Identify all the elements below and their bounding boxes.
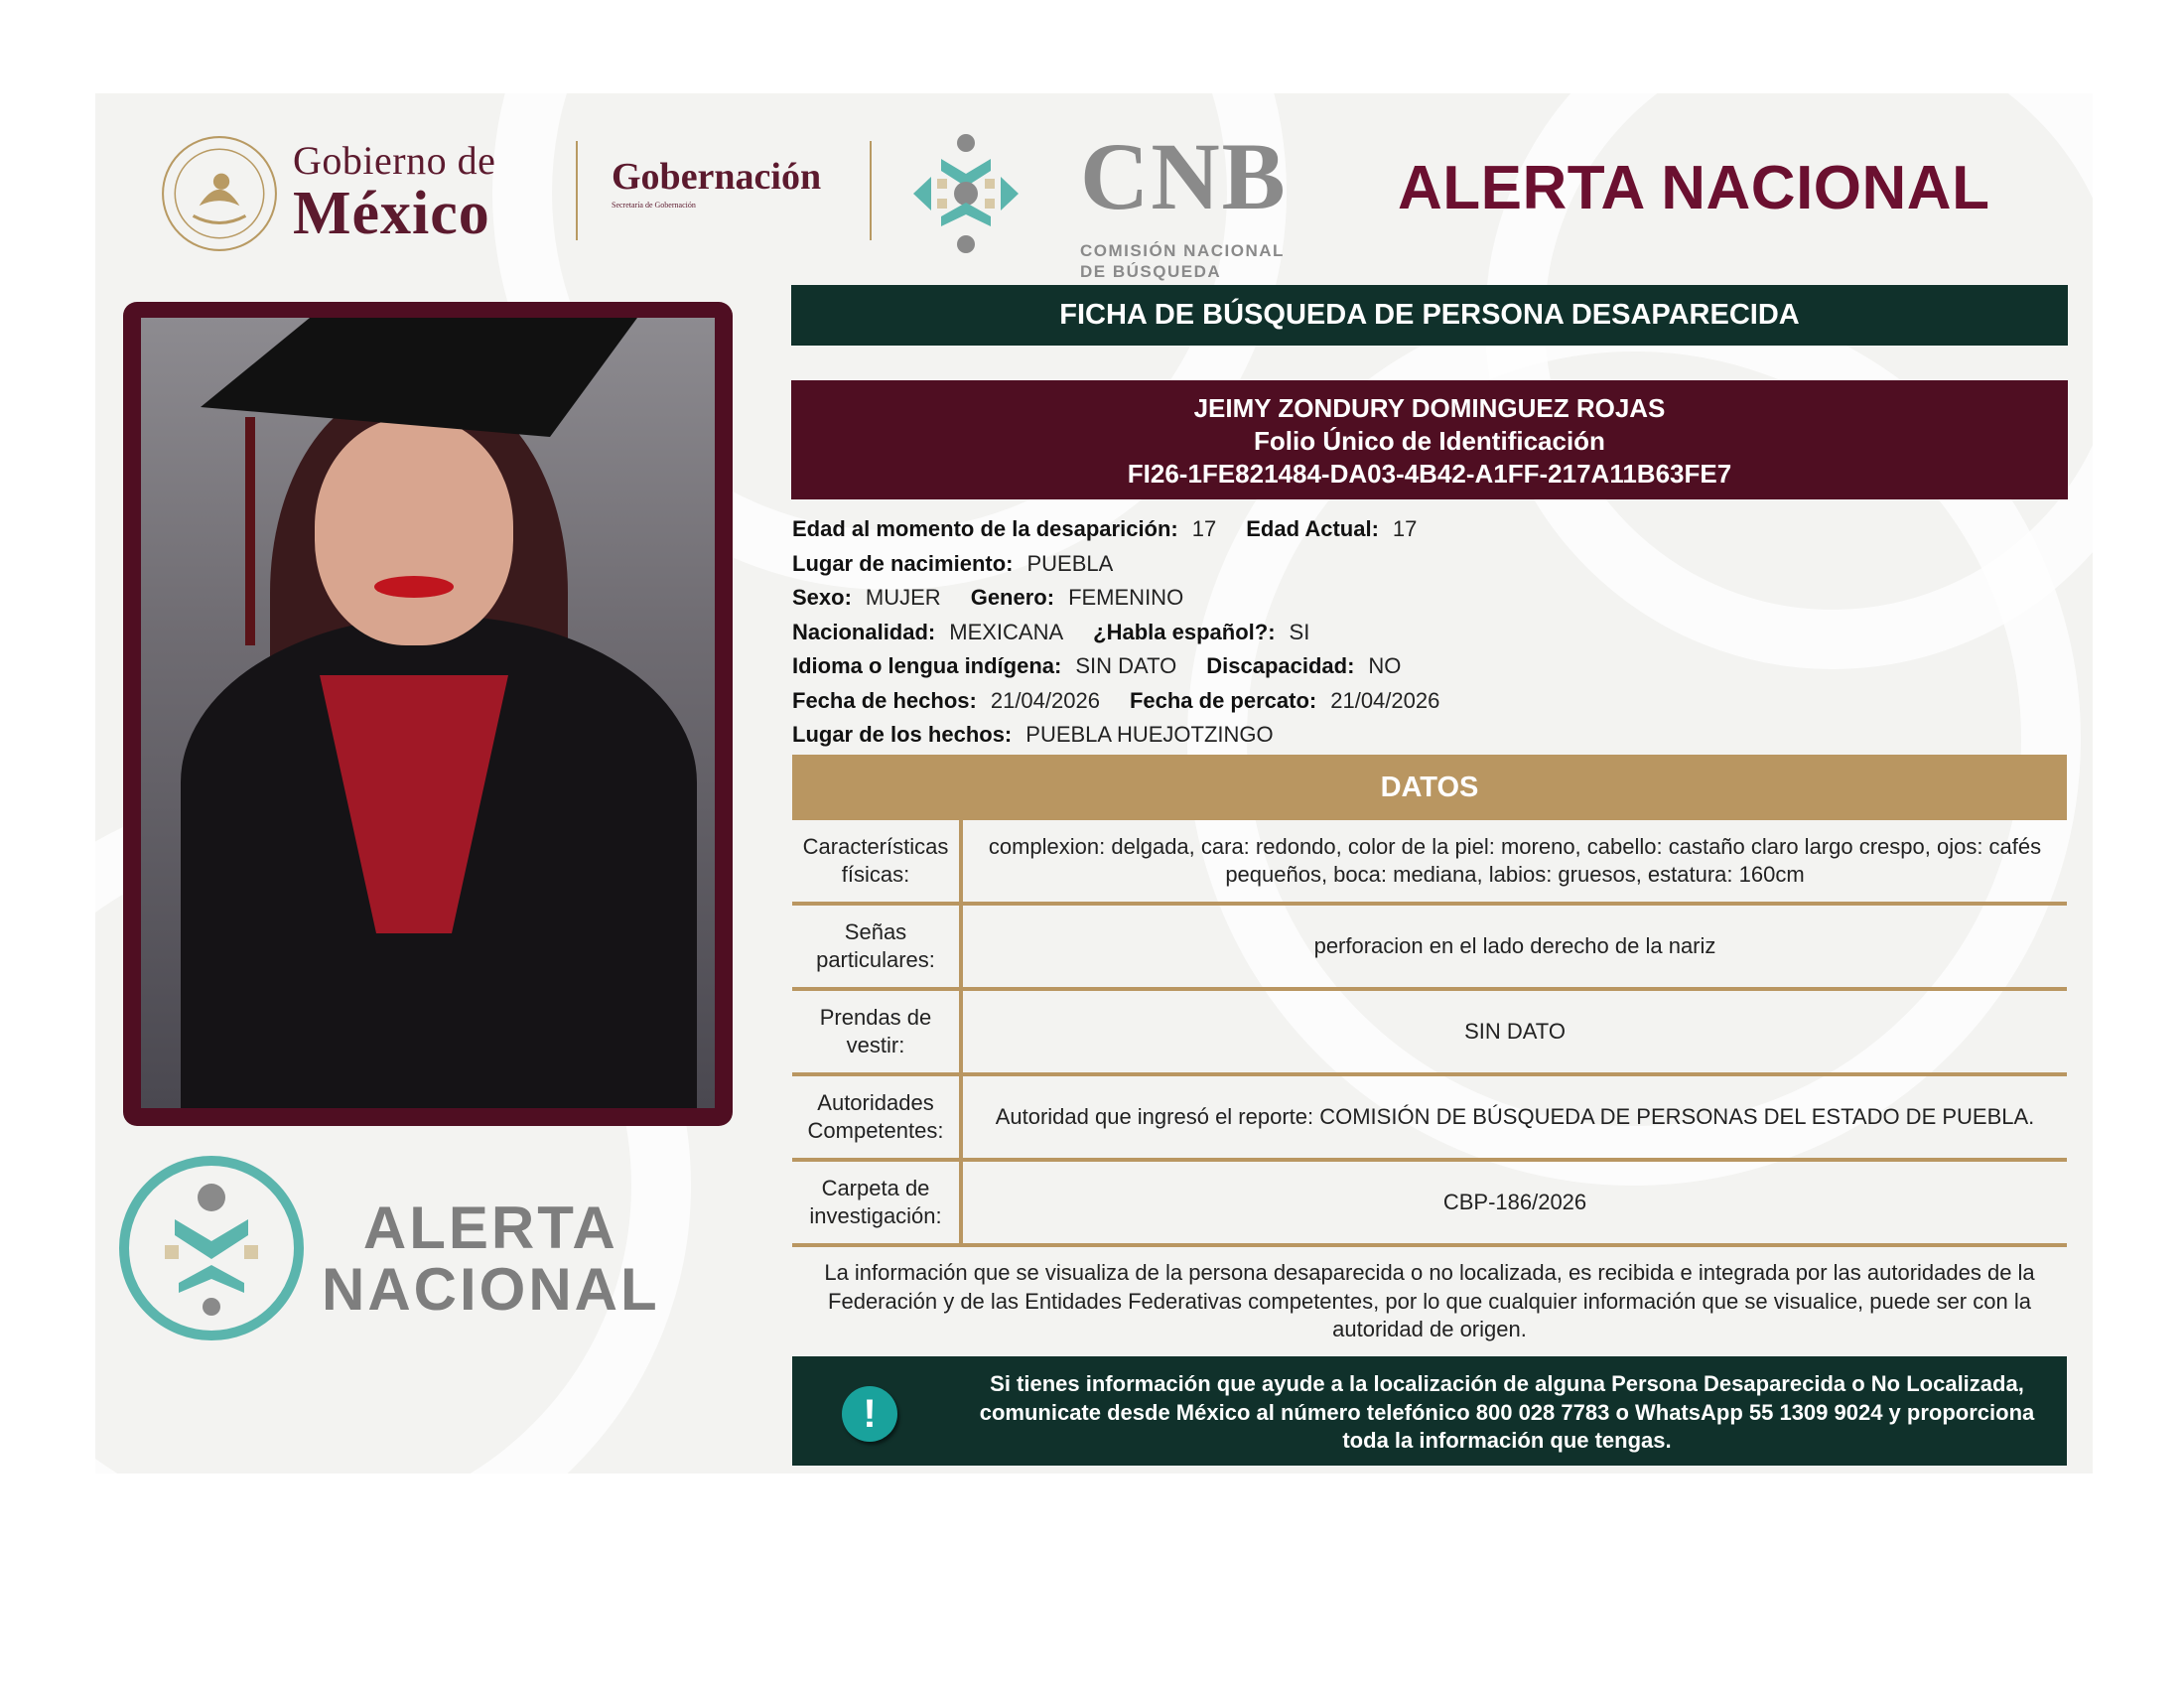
- fecha-hechos-value: 21/04/2026: [990, 687, 1100, 713]
- row-value: SIN DATO: [1464, 1019, 1566, 1044]
- info-row: [792, 547, 1469, 582]
- habla-value: SI: [1289, 619, 1310, 644]
- cnb-emblem-icon: [901, 129, 1030, 258]
- table-row: [792, 1162, 2067, 1247]
- person-name-box: [791, 380, 2068, 499]
- row-label: Autoridades Competentes:: [792, 1076, 963, 1158]
- photo-tassel: [245, 417, 255, 645]
- idioma-value: SIN DATO: [1075, 653, 1177, 678]
- idioma-label: Idioma o lengua indígena:: [792, 653, 1062, 678]
- folio-value: FI26-1FE821484-DA03-4B42-A1FF-217A11B63FE7: [1127, 459, 1732, 489]
- datos-title: DATOS: [1380, 771, 1479, 803]
- ficha-title: FICHA DE BÚSQUEDA DE PERSONA DESAPARECIDA: [1059, 299, 1800, 331]
- header: [159, 123, 2025, 281]
- fecha-percato-value: 21/04/2026: [1330, 687, 1440, 713]
- gobernacion-title: Gobernación: [612, 156, 822, 198]
- habla-label: ¿Habla español?:: [1093, 619, 1276, 644]
- table-row: [792, 991, 2067, 1076]
- photo-cap: [201, 318, 637, 437]
- contact-text: Si tienes información que ayude a la localización de alguna Persona Desaparecida o No Localizada, comunicate desde México al número telefónico 800 028 7783 o WhatsApp 55 1309 9024 y proporciona toda la información que tengas.: [979, 1371, 2035, 1453]
- info-row: [792, 616, 1469, 650]
- table-row: [792, 820, 2067, 906]
- fecha-hechos-label: Fecha de hechos:: [792, 687, 977, 713]
- info-row: [792, 512, 1469, 547]
- alerta-logo-line2: NACIONAL: [322, 1256, 660, 1323]
- row-label: Características físicas:: [792, 820, 963, 902]
- row-label: Señas particulares:: [792, 906, 963, 987]
- gobernacion-logo: [612, 155, 821, 210]
- nacionalidad-value: MEXICANA: [949, 619, 1064, 644]
- alerta-logo-line1: ALERTA: [362, 1195, 618, 1261]
- row-value: Autoridad que ingresó el reporte: COMISIÓN DE BÚSQUEDA DE PERSONAS DEL ESTADO DE PUEBLA.: [995, 1104, 2035, 1129]
- disclaimer-text: La información que se visualiza de la persona desaparecida o no localizada, es recibida e integrada por las autoridades de la Federación y de las Entidades Federativas competentes, por lo que cualquier información que se visualice, puede ser con la autoridad de origen.: [824, 1260, 2035, 1341]
- sexo-label: Sexo:: [792, 585, 852, 610]
- row-label: Carpeta de investigación:: [792, 1162, 963, 1243]
- row-value: complexion: delgada, cara: redondo, color de la piel: moreno, cabello: castaño claro largo crespo, ojos: cafés pequeños, boca: mediana, labios: gruesos, estatura: 160cm: [988, 834, 2042, 887]
- person-info: [792, 512, 1469, 753]
- info-row: [792, 684, 1469, 719]
- header-divider: [870, 141, 872, 240]
- lugar-nacimiento-label: Lugar de nacimiento:: [792, 550, 1014, 576]
- cnb-title: CNB: [1080, 123, 1288, 229]
- gobierno-line2: México: [293, 180, 490, 247]
- row-value: perforacion en el lado derecho de la nariz: [1313, 933, 1716, 958]
- nacionalidad-label: Nacionalidad:: [792, 619, 936, 644]
- info-row: [792, 649, 1469, 684]
- photo-face: [315, 417, 513, 645]
- gobierno-line1: Gobierno de: [293, 138, 496, 183]
- lugar-hechos-value: PUEBLA HUEJOTZINGO: [1025, 722, 1274, 747]
- photo-lips: [374, 576, 454, 598]
- alerta-nacional-emblem-icon: [117, 1154, 306, 1342]
- row-value: CBP-186/2026: [1442, 1190, 1587, 1214]
- cnb-logo-text: [1080, 123, 1288, 282]
- discapacidad-label: Discapacidad:: [1206, 653, 1355, 678]
- table-row: [792, 906, 2067, 991]
- mexico-seal-icon: [159, 133, 280, 254]
- info-row: [792, 581, 1469, 616]
- alerta-nacional-logo-text: [322, 1197, 660, 1321]
- edad-desaparicion-label: Edad al momento de la desaparición:: [792, 516, 1178, 541]
- lugar-hechos-label: Lugar de los hechos:: [792, 722, 1013, 747]
- gobernacion-subtitle: Secretaría de Gobernación: [612, 201, 696, 210]
- discapacidad-value: NO: [1368, 653, 1402, 678]
- info-row: [792, 718, 1469, 753]
- datos-title-bar: [792, 755, 2067, 820]
- datos-table: [792, 820, 2067, 1247]
- genero-label: Genero:: [970, 585, 1055, 610]
- header-divider: [576, 141, 578, 240]
- gobierno-de-mexico-logo: [293, 138, 496, 247]
- person-name: JEIMY ZONDURY DOMINGUEZ ROJAS: [1193, 393, 1666, 423]
- person-photo: [141, 318, 715, 1108]
- cnb-subtitle-2: DE BÚSQUEDA: [1080, 262, 1222, 281]
- lugar-nacimiento-value: PUEBLA: [1026, 550, 1114, 576]
- fecha-percato-label: Fecha de percato:: [1129, 687, 1317, 713]
- table-row: [792, 1076, 2067, 1162]
- sexo-value: MUJER: [865, 585, 941, 610]
- alert-icon: !: [842, 1386, 897, 1442]
- alerta-nacional-title: ALERTA NACIONAL: [1398, 154, 1990, 222]
- edad-actual-value: 17: [1392, 516, 1418, 541]
- cnb-subtitle-1: COMISIÓN NACIONAL: [1080, 241, 1285, 260]
- photo-frame: [123, 302, 733, 1126]
- edad-desaparicion-value: 17: [1191, 516, 1217, 541]
- folio-label: Folio Único de Identificación: [1254, 426, 1605, 456]
- genero-value: FEMENINO: [1068, 585, 1184, 610]
- edad-actual-label: Edad Actual:: [1246, 516, 1379, 541]
- row-label: Prendas de vestir:: [792, 991, 963, 1072]
- contact-bar: [792, 1356, 2067, 1466]
- ficha-title-bar: [791, 285, 2068, 346]
